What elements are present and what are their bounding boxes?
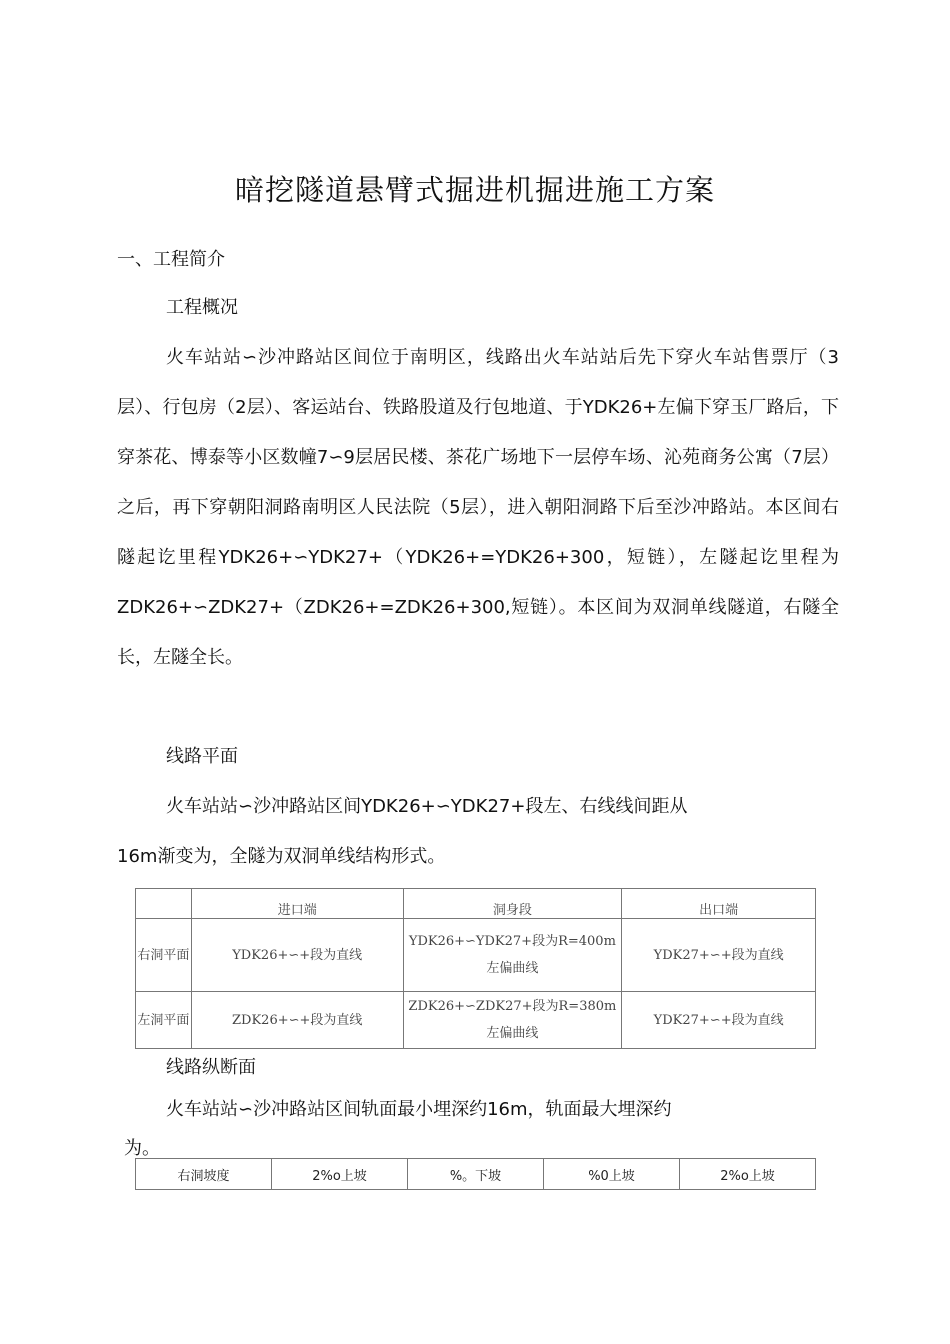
table-cell: %0上坡 xyxy=(544,1159,680,1190)
table-row xyxy=(136,992,816,1049)
plane-paragraph-line2: 16m渐变为，全隧为双洞单线结构形式。 xyxy=(117,846,446,867)
table-cell: YDK27+∽+段为直线 xyxy=(622,919,816,992)
table-cell: YDK26+∽YDK27+段为R=400m左偏曲线 xyxy=(403,919,622,992)
header-cell: 出口端 xyxy=(622,889,816,919)
table-row xyxy=(136,919,816,992)
overview-heading: 工程概况 xyxy=(166,297,238,318)
table-cell: ZDK26+∽ZDK27+段为R=380m左偏曲线 xyxy=(403,992,622,1049)
document-title: 暗挖隧道悬臂式掘进机掘进施工方案 xyxy=(234,173,715,207)
profile-heading: 线路纵断面 xyxy=(166,1057,256,1078)
table-cell: YDK26+∽+段为直线 xyxy=(191,919,403,992)
profile-paragraph-line1: 火车站站∽沙冲路站区间轨面最小埋深约16m，轨面最大埋深约 xyxy=(166,1099,672,1120)
table-cell: YDK27+∽+段为直线 xyxy=(622,992,816,1049)
table-row xyxy=(136,1159,816,1190)
header-cell xyxy=(136,889,192,919)
plane-heading: 线路平面 xyxy=(166,746,238,767)
table-cell: %。下坡 xyxy=(408,1159,544,1190)
row-label: 左洞平面 xyxy=(136,992,192,1049)
profile-paragraph-line2: 为。 xyxy=(124,1138,160,1159)
section-heading: 一、工程简介 xyxy=(117,249,225,270)
table-header-row xyxy=(136,889,816,919)
table-cell: ZDK26+∽+段为直线 xyxy=(191,992,403,1049)
plane-paragraph-line1: 火车站站∽沙冲路站区间YDK26+∽YDK27+段左、右线线间距从 xyxy=(166,796,688,817)
table-cell: 2%o上坡 xyxy=(272,1159,408,1190)
header-cell: 洞身段 xyxy=(403,889,622,919)
plane-table xyxy=(135,888,816,1049)
slope-table xyxy=(135,1158,816,1190)
overview-paragraph: 火车站站∽沙冲路站区间位于南明区，线路出火车站站后先下穿火车站售票厅（3层）、行包房（2层）、客运站台、铁路股道及行包地道、于YDK26+左偏下穿玉厂路后，下穿茶花、博泰等小区数幢7∽9层居民楼、茶花广场地下一层停车场、沁苑商务公寓（7层）之后，再下穿朝阳洞路南明区人民法院（5层），进入朝阳洞路下后至沙冲路站。本区间右隧起讫里程YDK26+∽YDK27+（YDK26+=YDK26+300，短链），左隧起讫里程为ZDK26+∽ZDK27+（ZDK26+=ZDK26+300,短链）。本区间为双洞单线隧道，右隧全长，左隧全长。 xyxy=(117,347,839,668)
table-cell: 2%o上坡 xyxy=(680,1159,816,1190)
row-label: 右洞平面 xyxy=(136,919,192,992)
header-cell: 进口端 xyxy=(191,889,403,919)
table-cell: 右洞坡度 xyxy=(136,1159,272,1190)
